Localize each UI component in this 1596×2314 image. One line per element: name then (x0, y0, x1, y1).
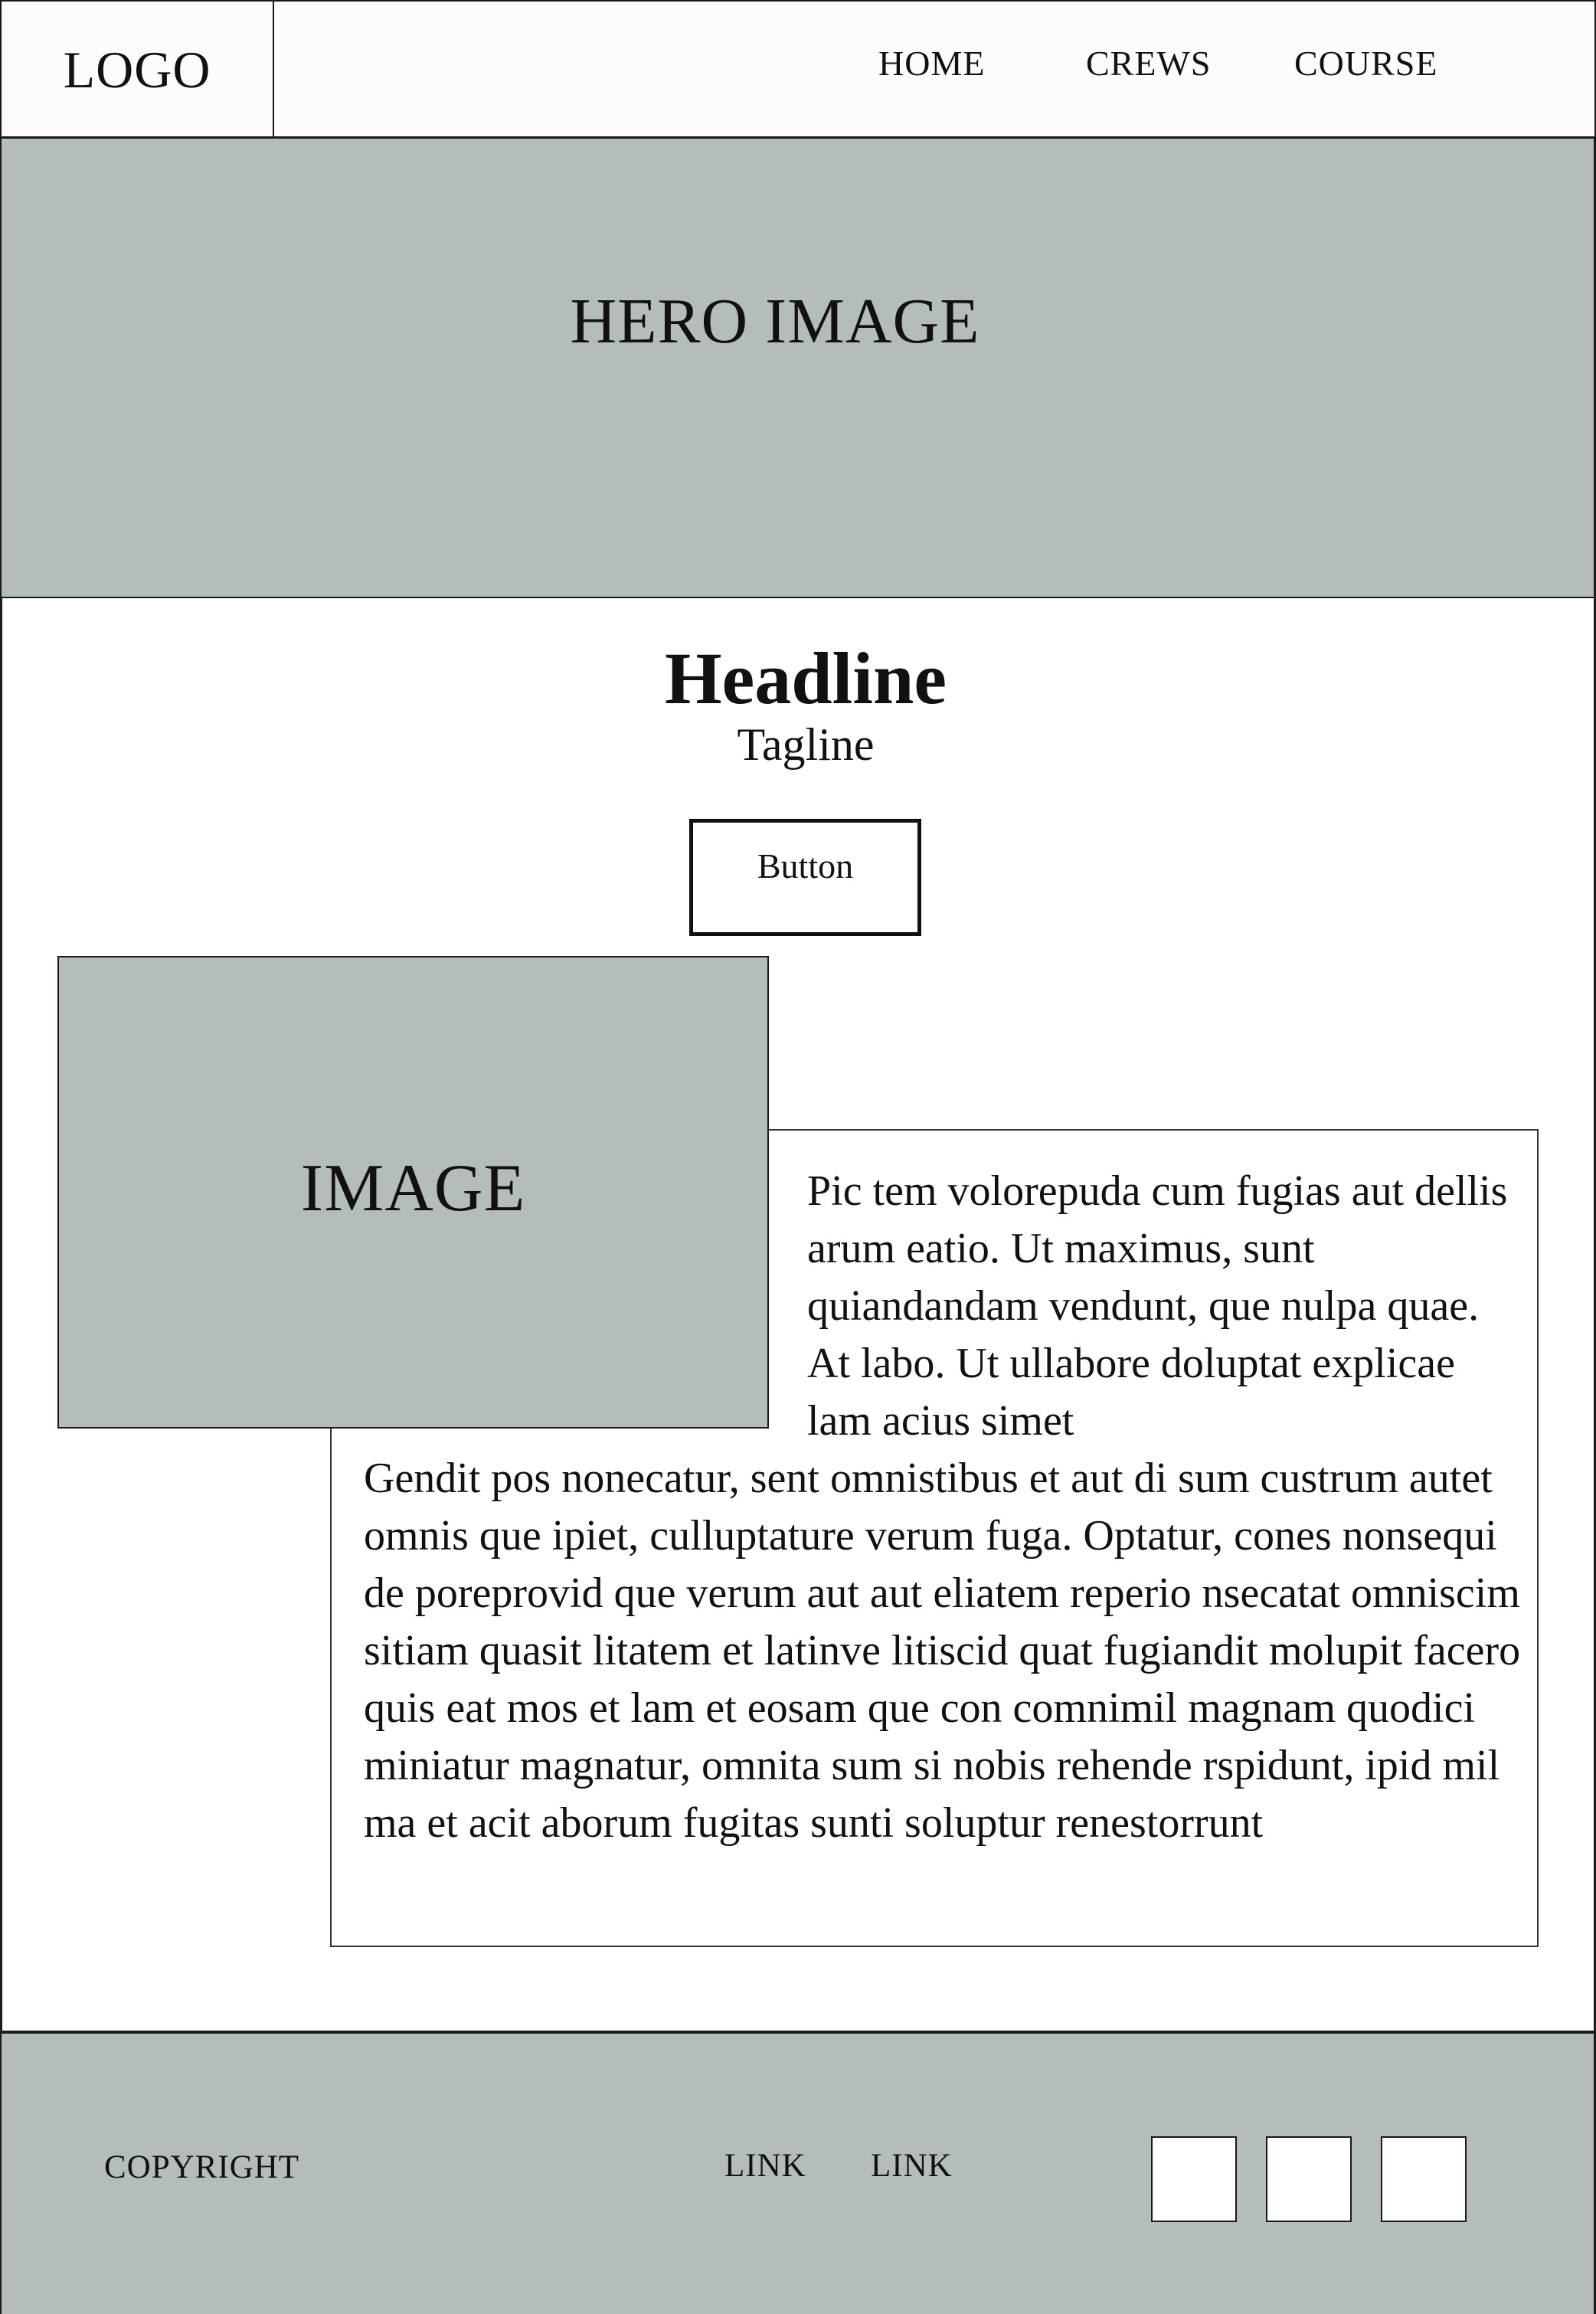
tagline: Tagline (737, 719, 875, 770)
nav-crews-link[interactable]: CREWS (1086, 43, 1212, 83)
footer-link-2[interactable]: LINK (871, 2148, 953, 2184)
nav-home-link[interactable]: HOME (878, 43, 986, 83)
copyright-text: COPYRIGHT (104, 2149, 300, 2185)
social-icon-1[interactable] (1151, 2136, 1237, 2222)
cta-button[interactable]: Button (689, 819, 921, 936)
paragraph-lead: Pic tem volorepuda cum fugias aut dellis arum eatio. Ut maximus, sunt quiandandam vendunt, que nulpa quae. At labo. Ut ullabore doluptat explicae lam acius simet (807, 1167, 1508, 1445)
logo[interactable]: LOGO (2, 2, 274, 139)
paragraph-rest: Gendit pos nonecatur, sent omnistibus et aut di sum custrum autet omnis que ipiet, culluptature verum fuga. Optatur, cones nonsequi de poreprovid que verum aut aut eliatem reperio nsecatat omniscim sitiam quasit litatem et latinve litiscid quat fugiandit molupit facero quis eat mos et lam et eosam que con comnimil magnam quodici miniatur magnatur, omnita sum si nobis rehende rspidunt, ipid mil ma et acit aborum fugitas sunti soluptur renestorrunt (364, 1455, 1521, 1847)
headline: Headline (664, 637, 947, 719)
hero-image-label: HERO IMAGE (570, 286, 980, 357)
nav-course-link[interactable]: COURSE (1294, 43, 1438, 83)
content-image-placeholder: IMAGE (57, 956, 769, 1429)
site-header (0, 0, 1596, 139)
social-icon-2[interactable] (1266, 2136, 1352, 2222)
hero-image-placeholder (0, 139, 1596, 598)
social-icon-3[interactable] (1381, 2136, 1467, 2222)
footer-link-1[interactable]: LINK (724, 2148, 806, 2184)
site-footer (0, 2031, 1596, 2314)
